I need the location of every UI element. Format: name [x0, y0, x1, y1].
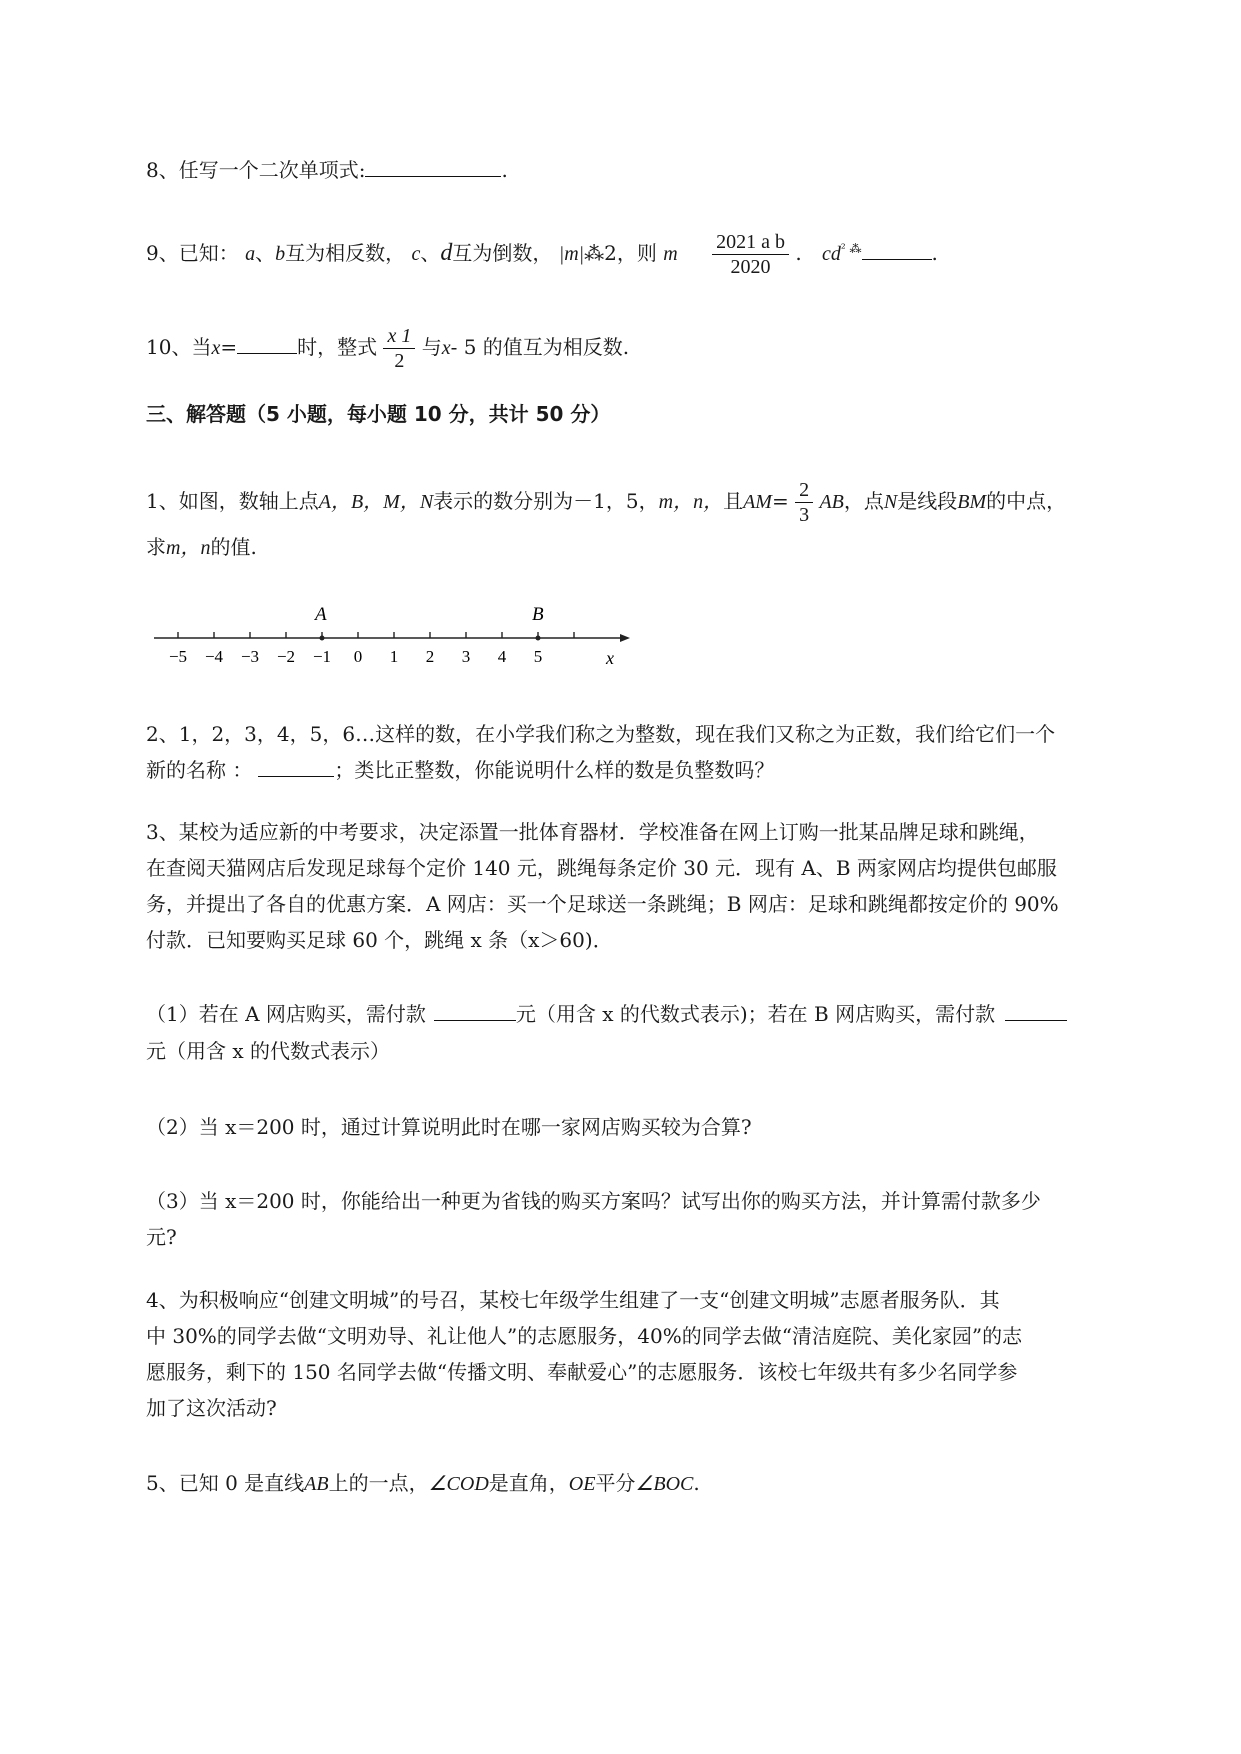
- period: .: [501, 158, 508, 182]
- answer-3-2: （2）当 x＝200 时，通过计算说明此时在哪一家网店购买较为合算?: [146, 1115, 752, 1139]
- text: 时，整式: [297, 335, 378, 359]
- answer-blank[interactable]: [258, 756, 334, 777]
- answer-blank[interactable]: [434, 1000, 516, 1021]
- answer-5: [146, 1469, 700, 1498]
- point-n: N: [883, 491, 898, 513]
- text: ⁂2，则: [584, 241, 657, 265]
- tick-label: −5: [168, 647, 188, 666]
- tick-label: −1: [312, 647, 332, 666]
- var-cd: cd: [822, 243, 841, 265]
- var-x: x: [211, 337, 221, 359]
- text: 新的名称 ：: [146, 758, 253, 782]
- tick-label: 3: [461, 647, 471, 666]
- var-m: m: [663, 243, 678, 265]
- answer-1-line-1: [146, 478, 1066, 527]
- text: 上的一点，: [328, 1471, 429, 1495]
- fraction-numerator: 2: [795, 478, 813, 503]
- label-b: B: [532, 604, 544, 625]
- tick-label: 4: [497, 647, 507, 666]
- question-number: 10、: [146, 335, 192, 359]
- arrow-icon: [620, 634, 630, 642]
- question-number: 8、: [146, 158, 179, 182]
- question-8: [146, 156, 508, 184]
- var-a: a: [245, 243, 256, 265]
- text: 元（用含 x 的代数式表示)；若在 B 网店购买，需付款: [515, 1002, 996, 1026]
- period: .: [693, 1471, 700, 1495]
- text: 的值.: [210, 535, 257, 559]
- answer-4-line-3: 愿服务，剩下的 150 名同学去做“传播文明、奉献爱心”的志愿服务．该校七年级共有多少名同学参: [146, 1360, 1018, 1384]
- angle-cod: ∠COD: [428, 1473, 489, 1495]
- fraction-numerator: 2021 a b: [712, 230, 789, 255]
- text: 互为相反数，: [285, 241, 406, 265]
- tick-label: 0: [353, 647, 363, 666]
- answer-blank[interactable]: [1005, 1000, 1067, 1021]
- section-heading: 三、解答题（5 小题，每小题 10 分，共计 50 分）: [146, 402, 611, 426]
- answer-3-3-line-1: （3）当 x＝200 时，你能给出一种更为省钱的购买方案吗？试写出你的购买方法，并计算需付款多少: [146, 1189, 1041, 1213]
- question-text: 任写一个二次单项式:: [178, 158, 366, 182]
- number-line-figure: [150, 598, 630, 668]
- fraction-denominator: 3: [799, 504, 810, 526]
- text: 当: [191, 335, 212, 359]
- var-b: b: [275, 243, 286, 265]
- answer-3-line-4: 付款．已知要购买足球 60 个，跳绳 x 条（x＞60)．: [146, 928, 613, 952]
- text: 与: [421, 335, 442, 359]
- point-b-marker: [536, 636, 541, 641]
- tick-label: 2: [425, 647, 435, 666]
- answer-blank[interactable]: [862, 239, 932, 260]
- text: - 5 的值互为相反数.: [450, 335, 630, 359]
- answer-3-3-line-2: 元?: [146, 1225, 177, 1249]
- answer-4-line-2: 中 30%的同学去做“文明劝导、礼让他人”的志愿服务，40%的同学去做“清洁庭院、美化家园”的志: [146, 1324, 1023, 1348]
- answer-3-1-line-1: [146, 1000, 1067, 1028]
- answer-4-line-1: 4、为积极响应“创建文明城”的号召，某校七年级学生组建了一支“创建文明城”志愿者服务队．其: [146, 1288, 1000, 1312]
- abs-m: |m|: [558, 243, 585, 265]
- question-number: 1、: [146, 489, 179, 513]
- vars-mn: m，n: [166, 537, 211, 559]
- text: 且: [723, 489, 744, 513]
- text: 、: [420, 241, 441, 265]
- period: .: [931, 241, 938, 265]
- question-9: [146, 230, 938, 279]
- ray-oe: OE: [568, 1473, 596, 1495]
- tick-label: 5: [533, 647, 543, 666]
- answer-3-1-line-2: 元（用含 x 的代数式表示）: [146, 1039, 390, 1063]
- text: ；类比正整数，你能说明什么样的数是负整数吗？: [334, 758, 775, 782]
- points: A，B，M，N: [318, 491, 434, 513]
- text: ² ⁂: [840, 241, 862, 256]
- answer-3-line-2: 在查阅天猫网店后发现足球每个定价 140 元，跳绳每条定价 30 元．现有 A、B 两家网店均提供包邮服: [146, 856, 1057, 880]
- answer-blank[interactable]: [237, 333, 297, 354]
- answer-3-line-3: 务，并提出了各自的优惠方案．A 网店：买一个足球送一条跳绳；B 网店：足球和跳绳都按定价的 90%: [146, 892, 1059, 916]
- text: 是直角，: [488, 1471, 569, 1495]
- angle-boc: ∠BOC: [635, 1473, 694, 1495]
- answer-4-line-4: 加了这次活动?: [146, 1396, 277, 1420]
- fraction: [795, 478, 813, 527]
- answer-1-line-2: [146, 533, 257, 562]
- fraction: [712, 230, 789, 279]
- answer-blank[interactable]: [365, 156, 501, 177]
- answer-2-line-1: 2、1，2，3，4，5，6…这样的数，在小学我们称之为整数，现在我们又称之为正数，我们给它们一个: [146, 722, 1056, 746]
- text: 如图，数轴上点: [178, 489, 319, 513]
- text: ，点: [843, 489, 884, 513]
- text: 表示的数分别为－1，5，: [433, 489, 659, 513]
- segment-bm: BM: [957, 491, 987, 513]
- fraction-numerator: x 1: [383, 324, 415, 349]
- tick-label: −2: [276, 647, 296, 666]
- text: =: [771, 489, 789, 513]
- text: 5、已知 0 是直线: [146, 1471, 305, 1495]
- text: 、: [255, 241, 276, 265]
- text: 平分: [595, 1471, 636, 1495]
- tick-label: −4: [204, 647, 224, 666]
- fraction-denominator: 2020: [730, 256, 771, 278]
- question-10: [146, 324, 629, 373]
- line-ab: AB: [304, 1473, 329, 1495]
- segment-am: AM: [743, 491, 772, 513]
- text: 是线段: [897, 489, 958, 513]
- var-d: d: [440, 240, 453, 266]
- point-a-marker: [320, 636, 325, 641]
- var-x: x: [441, 337, 451, 359]
- segment-ab: AB: [819, 491, 844, 513]
- axis-label: x: [606, 648, 614, 668]
- vars-mn: m，n，: [658, 491, 724, 513]
- label-a: A: [315, 604, 327, 625]
- text: 的中点，: [986, 489, 1067, 513]
- text: 互为倒数，: [452, 241, 553, 265]
- answer-2-line-2: [146, 756, 774, 784]
- text: （1）若在 A 网店购买，需付款: [146, 1002, 426, 1026]
- question-number: 9、: [146, 241, 179, 265]
- answer-3-line-1: 3、某校为适应新的中考要求，决定添置一批体育器材．学校准备在网上订购一批某品牌足球和跳绳，: [146, 820, 1039, 844]
- tick-label: 1: [389, 647, 399, 666]
- text: .: [795, 241, 802, 265]
- fraction: [383, 324, 415, 373]
- question-text: 已知：: [178, 241, 239, 265]
- text: =: [220, 335, 238, 359]
- tick-label: −3: [240, 647, 260, 666]
- var-c: c: [411, 243, 421, 265]
- text: 求: [146, 535, 166, 559]
- fraction-denominator: 2: [394, 350, 405, 372]
